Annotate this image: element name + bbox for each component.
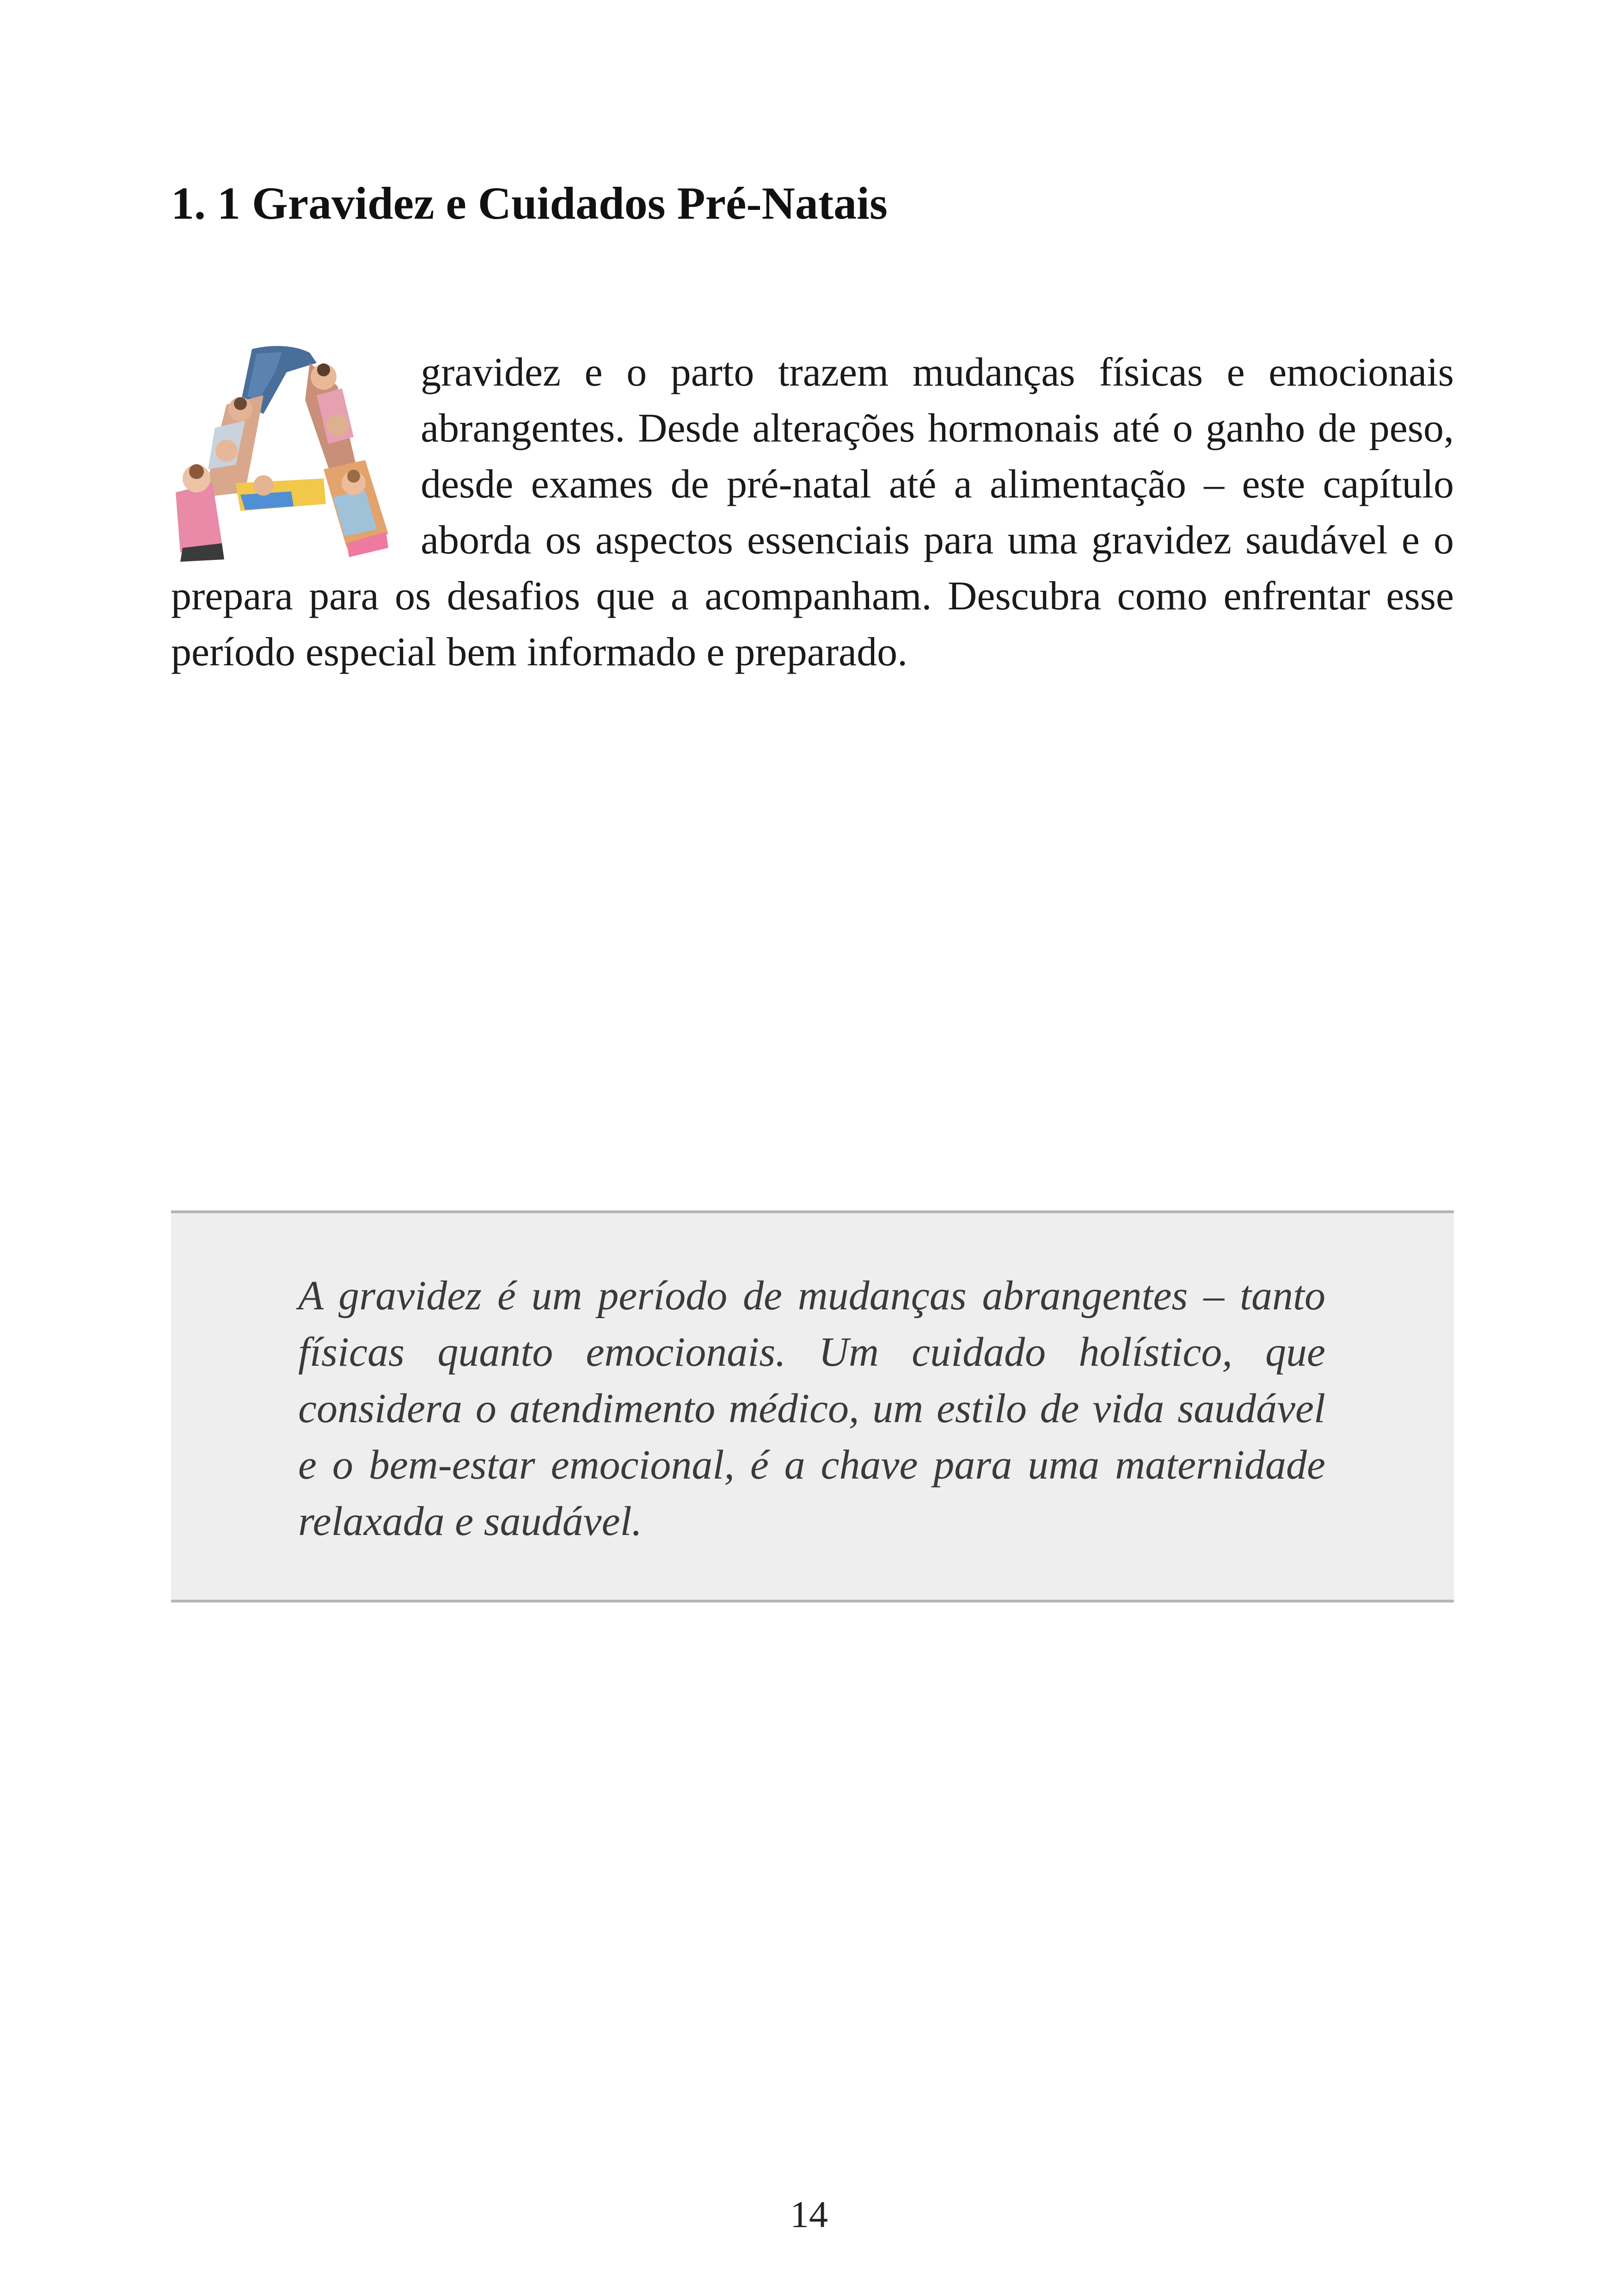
intro-text: gravidez e o parto trazem mudanças físicas e emocionais abrangentes. Desde alterações hormonais até o ganho de peso, desde exames de pré-natal até a alimentação – este capítulo aborda os aspectos essenciais para uma gravidez saudável e o prepara para os desafios que a acompanham. Descubra como enfrentar esse período especial bem informado e preparado.: [171, 350, 1454, 675]
page-number: 14: [790, 2193, 828, 2235]
callout-text: A gravidez é um período de mudanças abrangentes – tanto físicas quanto emocionais. Um cuidado holístico, que considera o atendimento médico, um estilo de vida saudável e o bem-estar emocional, é a chave para uma maternidade relaxada e saudável.: [298, 1273, 1325, 1544]
intro-paragraph: [171, 344, 1454, 680]
callout-box: [171, 1210, 1454, 1602]
page-title: 1. 1 Gravidez e Cuidados Pré-Natais: [171, 178, 888, 229]
dropcap-letter-a-image: [171, 344, 421, 566]
